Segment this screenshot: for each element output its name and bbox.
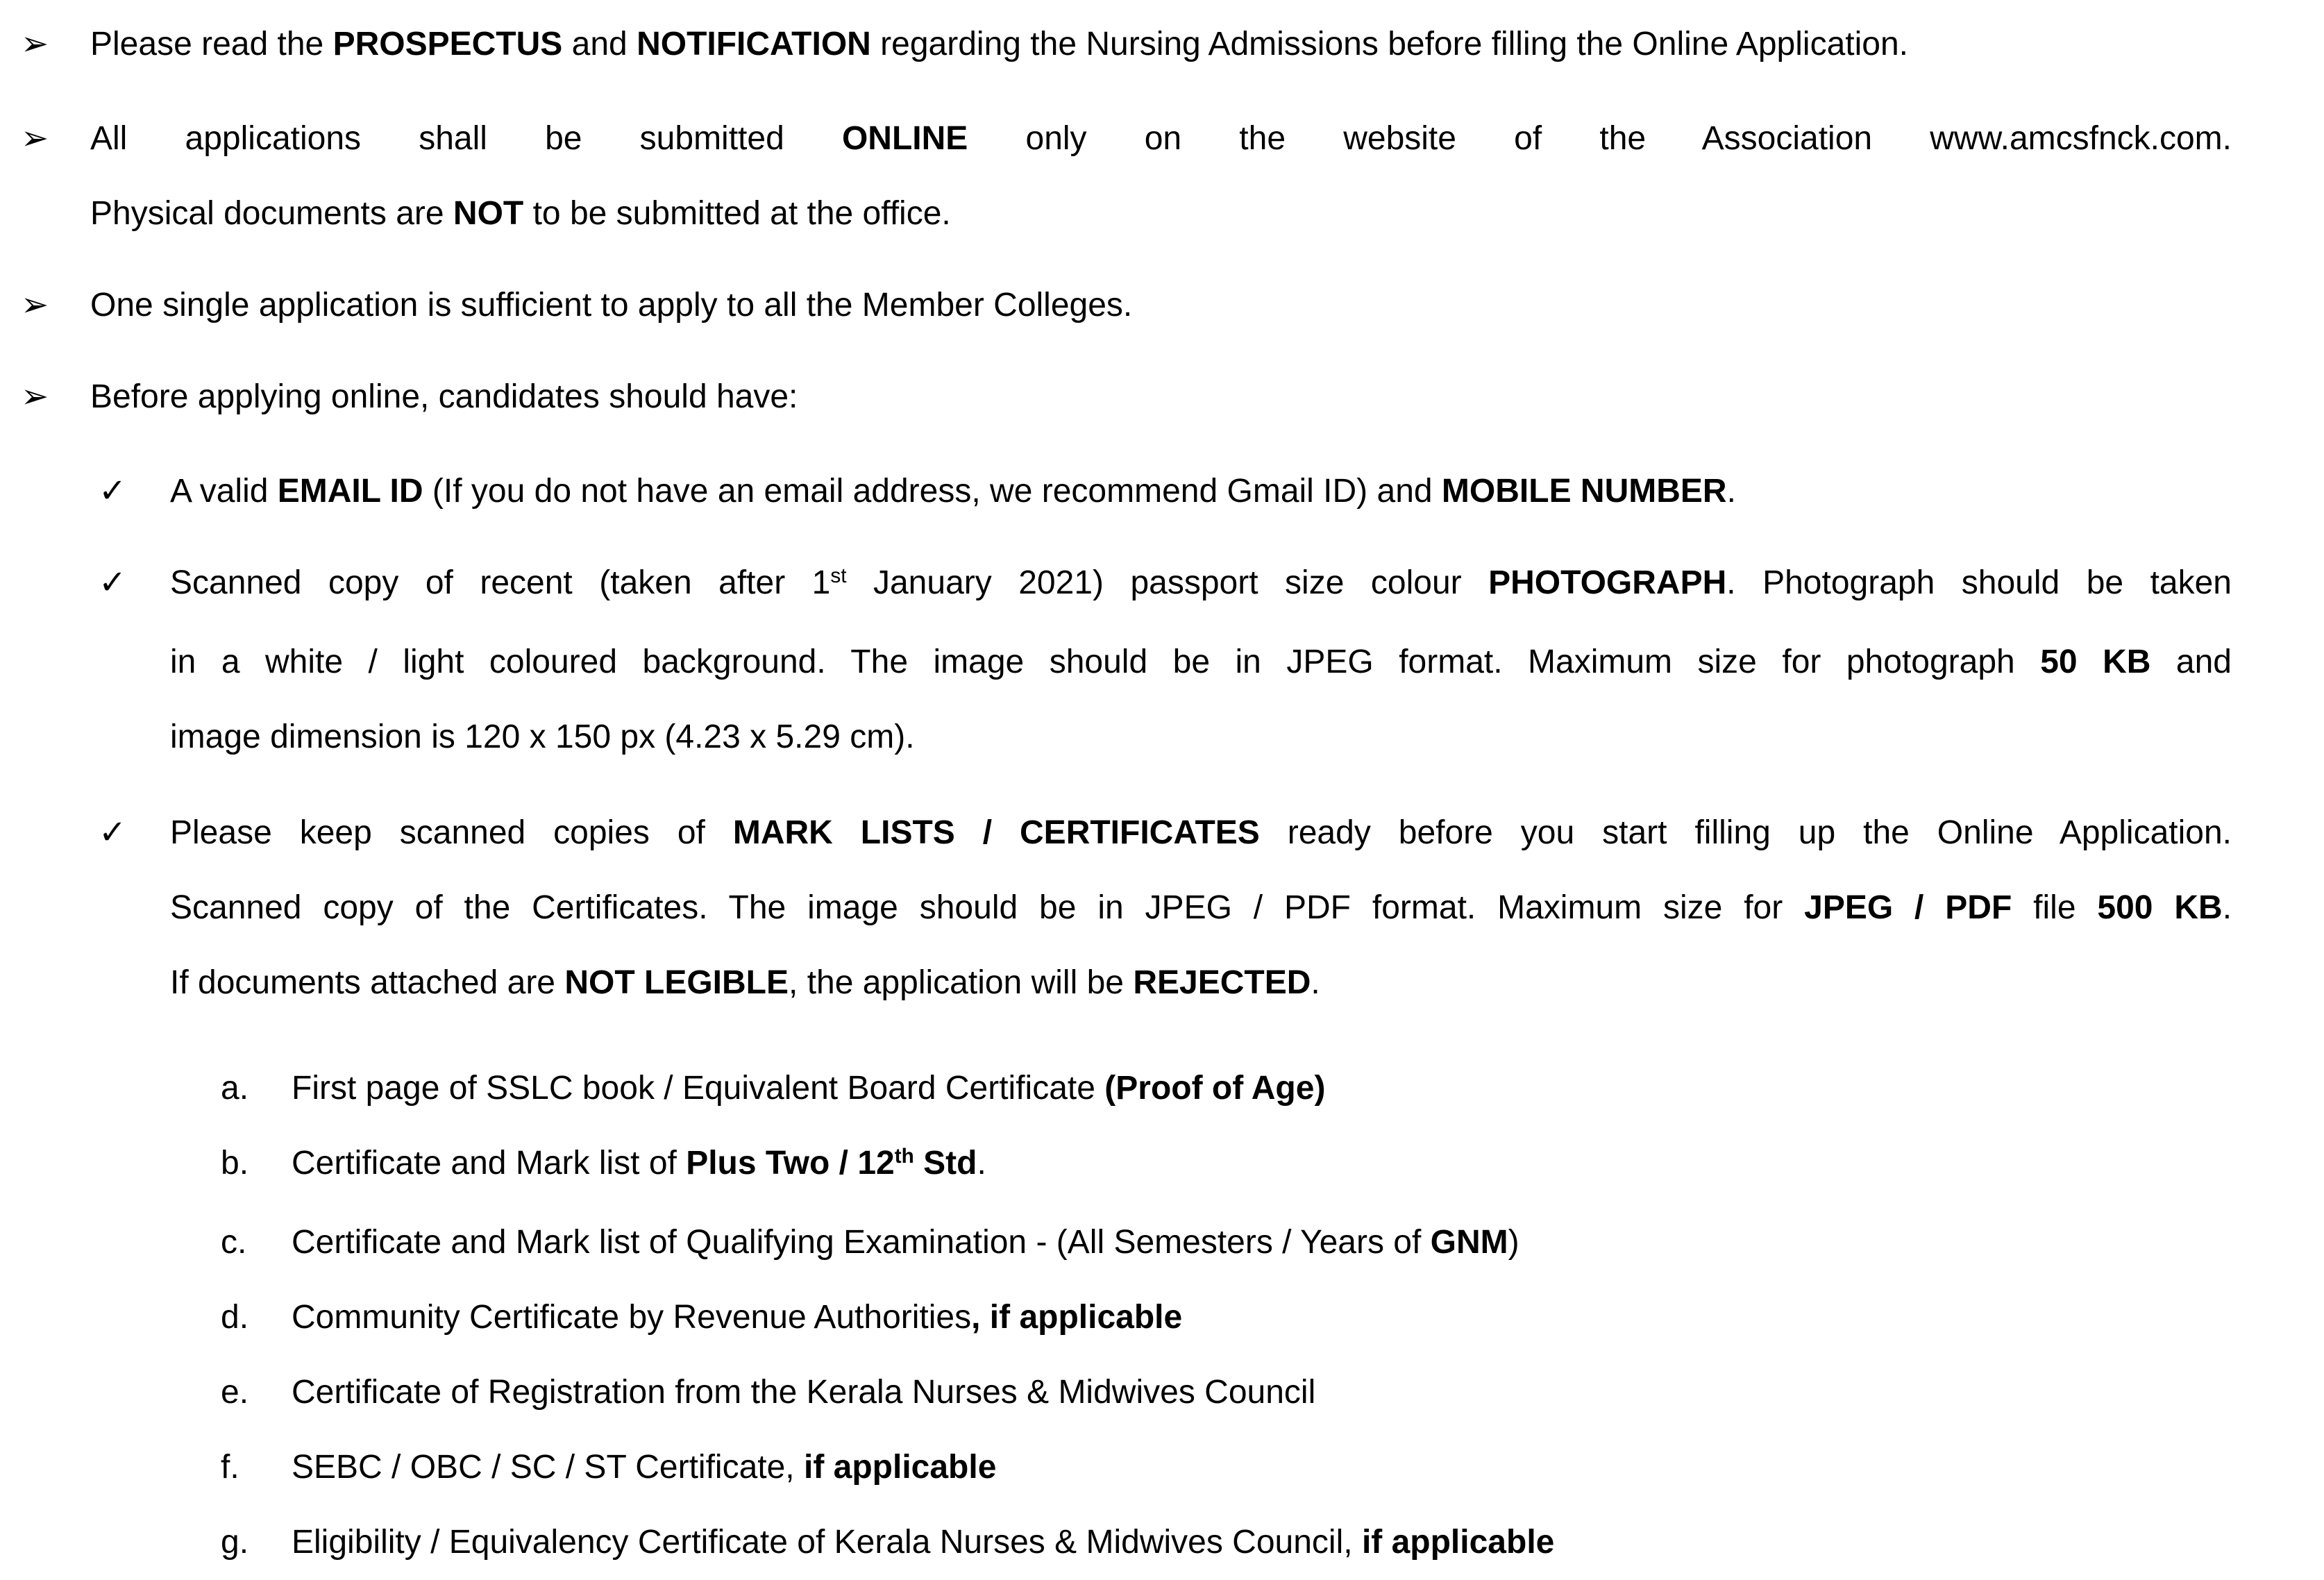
text-segment: GNM xyxy=(1430,1224,1508,1261)
text-segment: st xyxy=(830,564,847,587)
text-line xyxy=(170,625,2232,700)
text-segment: If documents attached are xyxy=(170,964,565,1001)
text-segment: Community Certificate by Revenue Authorities xyxy=(292,1299,972,1336)
text-line xyxy=(292,1126,2232,1205)
doc-item-text xyxy=(292,1280,2232,1355)
text-line xyxy=(292,1051,2232,1126)
bullet-item-before-applying xyxy=(0,360,2324,435)
arrow-bullet-icon: ➢ xyxy=(21,378,49,415)
bullet-text xyxy=(90,7,2232,82)
text-segment: MARK LISTS / CERTIFICATES xyxy=(732,814,1260,851)
text-segment: . xyxy=(977,1145,986,1182)
text-segment: th xyxy=(894,1144,914,1168)
text-line xyxy=(170,796,2232,871)
check-text xyxy=(170,546,2232,775)
check-icon: ✓ xyxy=(99,473,127,510)
bullet-item-online-submission xyxy=(0,101,2324,251)
text-segment: . xyxy=(1726,473,1736,510)
text-segment: Std xyxy=(913,1145,977,1182)
text-segment: if applicable xyxy=(803,1449,997,1486)
text-segment: and xyxy=(2150,644,2232,680)
text-line xyxy=(90,7,2232,82)
doc-item-plus-two xyxy=(0,1126,2324,1205)
doc-item-eligibility xyxy=(0,1505,2324,1580)
text-segment: Eligibility / Equivalency Certificate of Kerala Nurses & Midwives Council, xyxy=(292,1524,1362,1561)
text-segment: . xyxy=(1311,964,1320,1001)
text-segment: PHOTOGRAPH xyxy=(1488,564,1727,601)
doc-item-registration xyxy=(0,1355,2324,1430)
bullet-text xyxy=(90,360,2232,435)
doc-item-sslc xyxy=(0,1051,2324,1126)
text-segment: (Proof of Age) xyxy=(1104,1070,1326,1107)
text-segment: Certificate and Mark list of Qualifying Examination - (All Semesters / Years of xyxy=(292,1224,1431,1261)
letter-label: a. xyxy=(221,1070,249,1107)
letter-label: g. xyxy=(221,1524,249,1561)
arrow-bullet-icon: ➢ xyxy=(21,26,49,62)
text-segment: EMAIL ID xyxy=(277,473,423,510)
arrow-bullet-icon: ➢ xyxy=(21,120,49,157)
doc-item-text xyxy=(292,1126,2232,1205)
doc-item-community xyxy=(0,1280,2324,1355)
doc-item-text xyxy=(292,1051,2232,1126)
text-segment: REJECTED xyxy=(1133,964,1311,1001)
letter-label: d. xyxy=(221,1299,249,1336)
text-line xyxy=(292,1280,2232,1355)
text-segment: in a white / light coloured background. The image should be in JPEG format. Maximum size for photograph xyxy=(170,644,2041,680)
text-segment: Please read the xyxy=(90,26,333,62)
text-line xyxy=(170,454,2232,529)
letter-label: c. xyxy=(221,1224,247,1261)
text-segment: A valid xyxy=(170,473,278,510)
letter-label: e. xyxy=(221,1374,249,1411)
bullet-text xyxy=(90,101,2232,251)
text-line xyxy=(170,700,2232,775)
text-segment: only on the website of the Association www.amcsfnck.com. xyxy=(968,120,2232,157)
text-line xyxy=(90,268,2232,343)
text-segment: 500 KB xyxy=(2097,889,2223,926)
text-line xyxy=(170,546,2232,625)
bullet-text xyxy=(90,268,2232,343)
text-segment: 50 KB xyxy=(2040,644,2151,680)
doc-item-text xyxy=(292,1355,2232,1430)
text-segment: . Photograph should be taken xyxy=(1726,564,2232,601)
text-segment: MOBILE NUMBER xyxy=(1441,473,1727,510)
bullet-item-read-prospectus xyxy=(0,7,2324,82)
doc-item-sebc xyxy=(0,1430,2324,1505)
doc-item-text xyxy=(292,1505,2232,1580)
text-segment: . xyxy=(2222,889,2232,926)
check-item-photograph xyxy=(0,546,2324,775)
arrow-bullet-icon: ➢ xyxy=(21,287,49,323)
text-segment: if applicable xyxy=(1361,1524,1555,1561)
text-segment: One single application is sufficient to apply to all the Member Colleges. xyxy=(90,287,1133,323)
check-icon: ✓ xyxy=(99,564,127,601)
text-segment: Scanned copy of recent (taken after 1 xyxy=(170,564,831,601)
letter-label: f. xyxy=(221,1449,239,1486)
text-line xyxy=(292,1505,2232,1580)
text-segment: Scanned copy of the Certificates. The image should be in JPEG / PDF format. Maximum size for xyxy=(170,889,1805,926)
text-segment: ) xyxy=(1508,1224,1519,1261)
text-segment: (If you do not have an email address, we recommend Gmail ID) and xyxy=(423,473,1442,510)
doc-item-qualifying xyxy=(0,1205,2324,1280)
text-segment: , if applicable xyxy=(971,1299,1183,1336)
text-segment: SEBC / OBC / SC / ST Certificate, xyxy=(292,1449,804,1486)
text-segment: to be submitted at the office. xyxy=(523,195,951,232)
doc-item-text xyxy=(292,1205,2232,1280)
check-text xyxy=(170,454,2232,529)
text-line xyxy=(90,360,2232,435)
text-segment: PROSPECTUS xyxy=(332,26,563,62)
text-segment: NOT xyxy=(453,195,524,232)
text-segment: Certificate and Mark list of xyxy=(292,1145,687,1182)
doc-item-text xyxy=(292,1430,2232,1505)
text-segment: First page of SSLC book / Equivalent Board Certificate xyxy=(292,1070,1105,1107)
text-segment: All applications shall be submitted xyxy=(90,120,842,157)
text-segment: Please keep scanned copies of xyxy=(170,814,733,851)
text-segment: regarding the Nursing Admissions before filling the Online Application. xyxy=(870,26,1908,62)
text-segment: Before applying online, candidates should have: xyxy=(90,378,798,415)
text-segment: NOT LEGIBLE xyxy=(564,964,789,1001)
text-segment: Certificate of Registration from the Kerala Nurses & Midwives Council xyxy=(292,1374,1316,1411)
text-line xyxy=(292,1430,2232,1505)
text-segment: Plus Two / 12 xyxy=(686,1145,895,1182)
text-line xyxy=(170,871,2232,946)
check-item-mark-lists xyxy=(0,796,2324,1020)
text-line xyxy=(90,176,2232,251)
text-line xyxy=(292,1205,2232,1280)
text-segment: , the application will be xyxy=(789,964,1134,1001)
bullet-item-single-application xyxy=(0,268,2324,343)
text-segment: image dimension is 120 x 150 px (4.23 x 5.29 cm). xyxy=(170,718,915,755)
letter-label: b. xyxy=(221,1145,249,1182)
text-segment: ready before you start filling up the Online Application. xyxy=(1259,814,2232,851)
check-item-email-mobile xyxy=(0,454,2324,529)
text-line xyxy=(170,946,2232,1020)
text-segment: JPEG / PDF xyxy=(1804,889,2012,926)
text-line xyxy=(292,1355,2232,1430)
text-segment: file xyxy=(2012,889,2098,926)
text-segment: ONLINE xyxy=(841,120,968,157)
text-segment: NOTIFICATION xyxy=(637,26,871,62)
text-segment: January 2021) passport size colour xyxy=(846,564,1489,601)
check-icon: ✓ xyxy=(99,814,127,851)
text-segment: Physical documents are xyxy=(90,195,453,232)
text-line xyxy=(90,101,2232,176)
text-segment: and xyxy=(562,26,637,62)
check-text xyxy=(170,796,2232,1020)
